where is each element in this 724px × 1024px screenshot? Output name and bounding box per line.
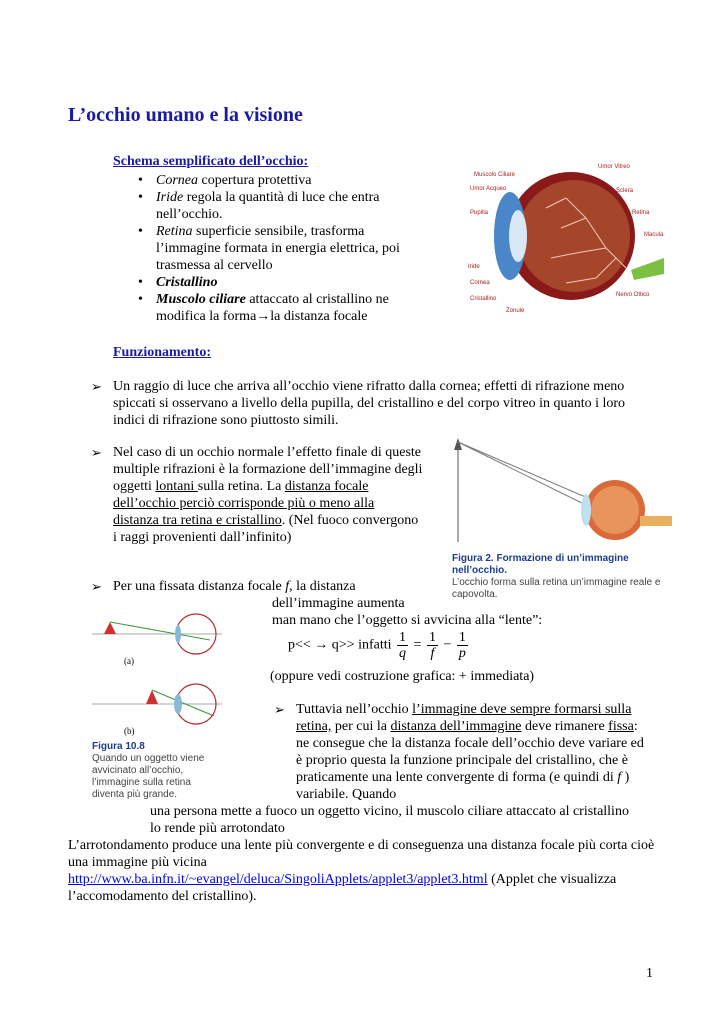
page-number: 1 [646,966,653,981]
svg-text:Nervo Ottico: Nervo Ottico [616,292,650,298]
paragraph-accommodation-line3: lo rende più arrotondato [150,821,285,836]
svg-text:Umor Acqueo: Umor Acqueo [470,186,507,192]
list-item: • Muscolo ciliare attaccato al cristallino ne modifica la forma→la distanza focale [134,291,424,325]
paragraph-focal-line2: dell’immagine aumenta [272,596,405,611]
list-item: • Iride regola la quantità di luce che entra nell’occhio. [134,189,424,223]
arrow-bullet-icon: ➢ [274,702,285,717]
list-item: • Cornea copertura protettiva [134,172,424,189]
lens-formula: p<< → q>> infatti $\frac{1}{q}$ = $\frac{1}{f}$ − $\frac{1}{p}$ [288,630,466,661]
applet-link[interactable]: http://www.ba.infn.it/~evangel/deluca/SingoliApplets/applet3/applet3.html [68,872,488,887]
schema-list [134,172,424,325]
svg-text:Pupilla: Pupilla [470,210,489,216]
svg-text:Sclera: Sclera [616,188,634,194]
paragraph-accommodation: ➢ Tuttavia nell’occhio l’immagine deve sempre formarsi sulla retina, per cui la distanza dell’immagine deve rimanere fissa: ne consegue che la distanza focale dell’occhio deve variare ed è proprio questa la funzione principale del cristallino, che è praticamente una lente convergente di forma (e quindi di f ) variabile. Quando [274,702,644,802]
svg-text:Macula: Macula [644,232,664,238]
arrow-icon: → [256,309,271,324]
svg-text:Cristallino: Cristallino [470,296,497,302]
svg-text:Zonule: Zonule [506,308,525,314]
figure108b-image [92,676,222,736]
schema-heading: Schema semplificato dell’occhio: [113,154,309,169]
paragraph-refraction: ➢ Un raggio di luce che arriva all’occhio viene rifratto dalla cornea; effetti di rifrazione meno spiccati si osservano a livello della pupilla, del cristallino e del corpo vitreo in quanto i loro indici di rifrazione sono piuttosto simili. [91,379,626,428]
figure2-image [440,432,672,550]
funzionamento-heading: Funzionamento: [113,345,211,360]
arrow-bullet-icon: ➢ [91,445,102,460]
arrow-bullet-icon: ➢ [91,579,102,594]
formula-note: (oppure vedi costruzione grafica: + immediata) [270,669,535,684]
list-item: • Cristallino [134,274,424,291]
eye-anatomy-figure [466,158,666,318]
paragraph-accommodation-line2: una persona mette a fuoco un oggetto vicino, il muscolo ciliare attaccato al cristallino [150,804,629,819]
arrow-bullet-icon: ➢ [91,379,102,394]
svg-text:Retina: Retina [632,210,650,216]
figure108a-label: (a) [124,656,134,666]
paragraph-focal-line3: man mano che l’oggetto si avvicina alla “lente”: [272,613,543,628]
figure108b-label: (b) [124,726,135,736]
list-item: • Retina superficie sensibile, trasforma l’immagine formata in energia elettrica, poi trasmessa al cervello [134,223,424,274]
figure108a-image [92,604,222,674]
arrow-icon: → [314,637,329,653]
figure108-caption: Figura 10.8 Quando un oggetto viene avvicinato all’occhio, l’immagine sulla retina diventa più grande. [92,741,205,800]
svg-text:Muscolo Ciliare: Muscolo Ciliare [474,172,516,178]
paragraph-rounding: L’arrotondamento produce una lente più convergente e di conseguenza una distanza focale più corta cioè una immagine più vicina http://www.ba.infn.it/~evangel/deluca/SingoliApplets/applet3/applet3.html (Applet che visualizza l’accomodamento del cristallino). [68,838,655,904]
paragraph-focal: ➢ Per una fissata distanza focale f, la distanza [91,579,356,594]
paragraph-normal-eye: ➢ Nel caso di un occhio normale l’effetto finale di queste multiple rifrazioni è la formazione dell’immagine degli oggetti lontani sulla retina. La distanza focale dell’occhio perciò corrisponde più o meno alla distanza tra retina e cristallino. (Nel fuoco convergono i raggi provenienti dall’infinito) [91,445,423,545]
svg-text:Cornea: Cornea [470,280,490,286]
svg-text:Iride: Iride [468,264,480,270]
figure2-caption: Figura 2. Formazione di un’immagine nell’occhio. L’occhio forma sulla retina un’immagine reale e capovolta. [452,553,661,600]
page-title: L’occhio umano e la visione [68,104,303,126]
svg-text:Umor Vitreo: Umor Vitreo [598,164,630,170]
